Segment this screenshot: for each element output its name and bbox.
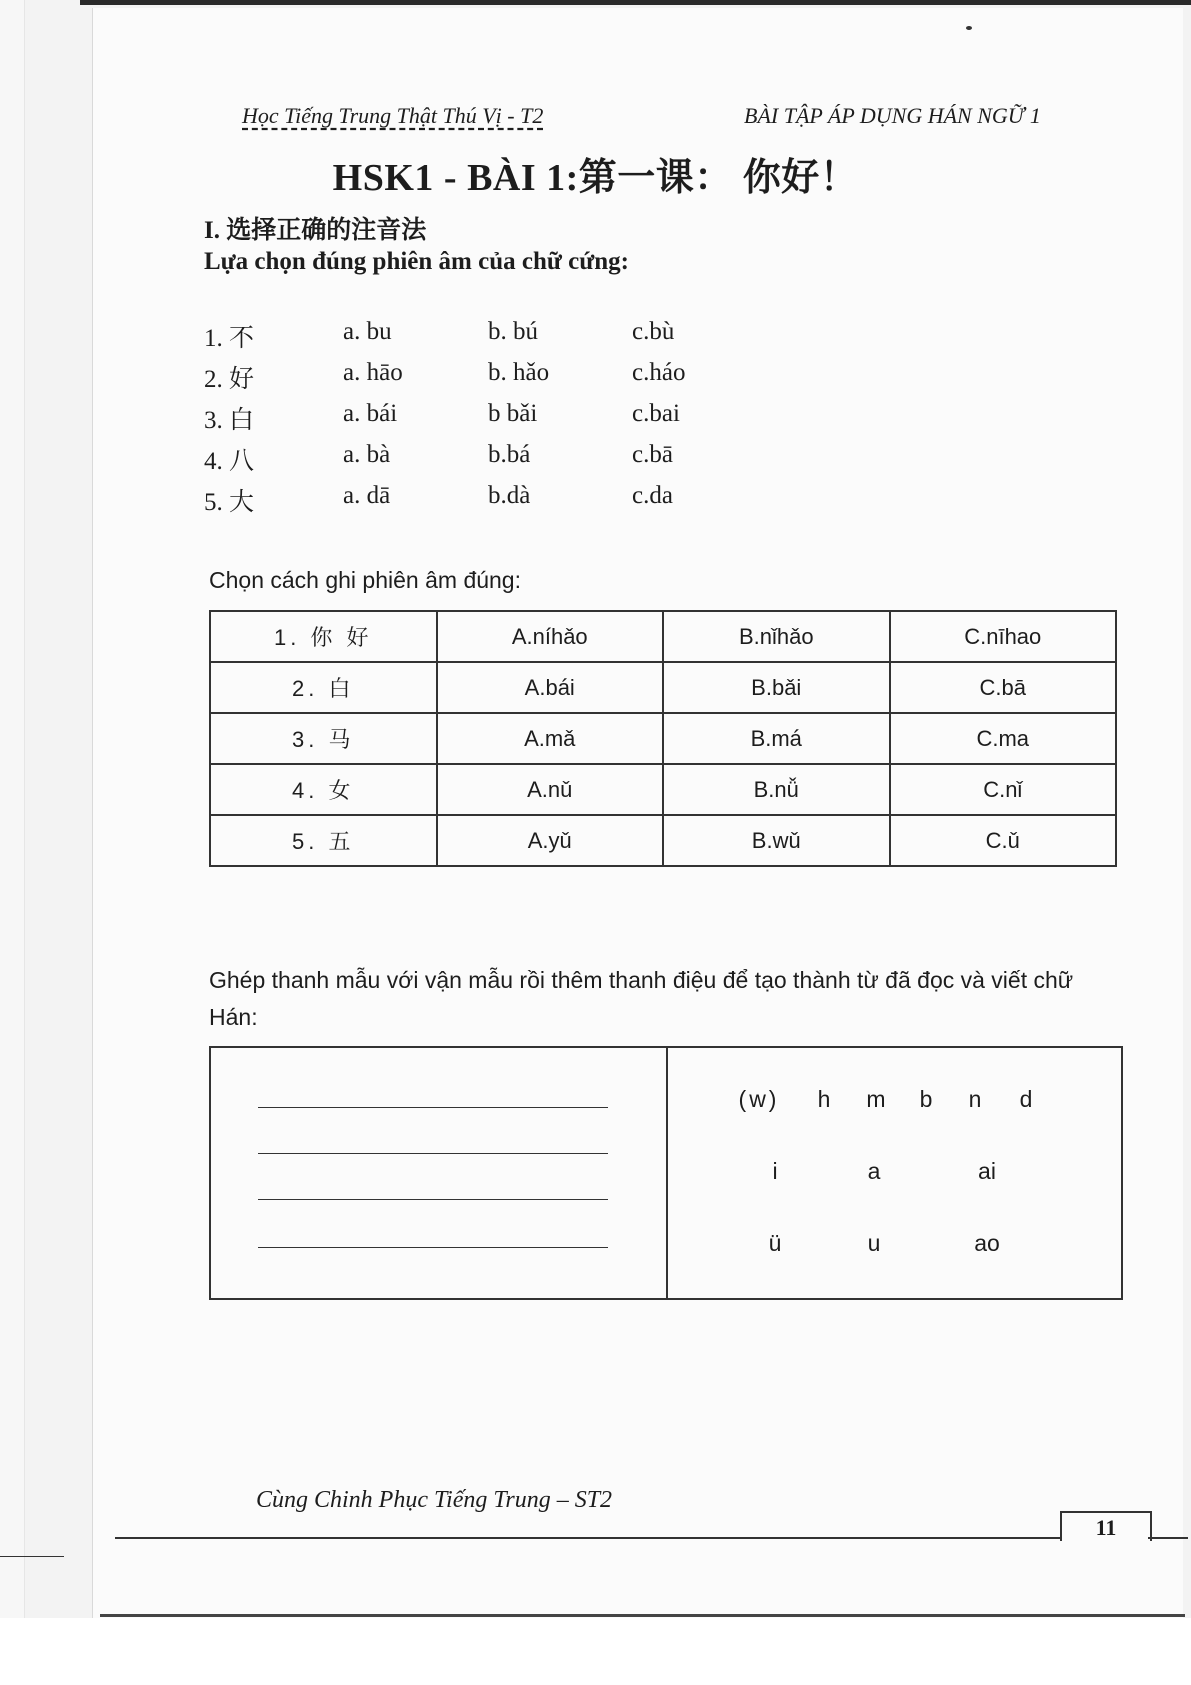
table-row — [210, 611, 1116, 662]
mc-question: 2. 好 — [204, 366, 255, 393]
matching-exercise-box — [209, 1046, 1123, 1300]
answer-line — [258, 1247, 608, 1248]
initial-letter: h — [817, 1086, 831, 1112]
header-right: BÀI TẬP ÁP DỤNG HÁN NGỮ 1 — [744, 103, 1041, 128]
table-cell-question: 1. 你 好 — [210, 611, 437, 662]
final-letter: a — [867, 1158, 881, 1184]
mc-option-b: b. bú — [488, 318, 538, 345]
scan-speck — [966, 26, 972, 30]
table-row — [210, 662, 1116, 713]
page-number: 11 — [1060, 1511, 1152, 1541]
mc-question: 3. 白 — [204, 407, 255, 434]
mc-question: 1. 不 — [204, 325, 255, 352]
table-cell-option-c: C.bā — [890, 662, 1117, 713]
mc-option-c: c.háo — [632, 359, 686, 386]
page-title: HSK1 - BÀI 1:第一课： 你好！ — [332, 157, 859, 199]
mc-option-a: a. hāo — [343, 359, 403, 386]
section-subheading: Lựa chọn đúng phiên âm của chữ cứng: — [204, 248, 629, 275]
mc-option-b: b bǎi — [488, 400, 538, 427]
answer-line — [258, 1199, 608, 1200]
initial-letter: m — [866, 1086, 886, 1112]
mc-option-c: c.bā — [632, 441, 673, 468]
pinyin-choice-table — [209, 610, 1117, 867]
initial-letter: (w) — [738, 1086, 780, 1112]
table-cell-option-a: A.mǎ — [437, 713, 664, 764]
table-cell-option-b: B.nǐhǎo — [663, 611, 890, 662]
final-letter: ü — [768, 1230, 782, 1256]
table-cell-option-a: A.nǔ — [437, 764, 664, 815]
mc-option-c: c.da — [632, 482, 673, 509]
table-cell-option-a: A.bái — [437, 662, 664, 713]
mc-option-b: b.dà — [488, 482, 531, 509]
final-letter: u — [867, 1230, 881, 1256]
table-cell-option-c: C.nǐ — [890, 764, 1117, 815]
table-cell-option-c: C.nīhao — [890, 611, 1117, 662]
table-cell-option-a: A.níhǎo — [437, 611, 664, 662]
table-row — [210, 815, 1116, 866]
table-cell-question: 4. 女 — [210, 764, 437, 815]
table-cell-question: 2. 白 — [210, 662, 437, 713]
mc-question: 4. 八 — [204, 448, 255, 475]
table-row — [210, 764, 1116, 815]
mc-option-a: a. bà — [343, 441, 391, 468]
matching-instruction: Ghép thanh mẫu với vận mẫu rồi thêm thanh điệu để tạo thành từ đã đọc và viết chữ Hán: — [209, 967, 1074, 1030]
table-row — [210, 713, 1116, 764]
table-cell-option-c: C.ǔ — [890, 815, 1117, 866]
mc-option-a: a. dā — [343, 482, 391, 509]
table-cell-option-b: B.wǔ — [663, 815, 890, 866]
final-letter: i — [772, 1158, 778, 1184]
table-instruction: Chọn cách ghi phiên âm đúng: — [209, 567, 521, 593]
scan-mark — [0, 1556, 64, 1557]
table-cell-option-b: B.bǎi — [663, 662, 890, 713]
mc-option-a: a. bái — [343, 400, 398, 427]
table-cell-option-b: B.nǚ — [663, 764, 890, 815]
scan-bottom-margin — [0, 1618, 1191, 1685]
footer-text: Cùng Chinh Phục Tiếng Trung – ST2 — [256, 1487, 613, 1513]
mc-question: 5. 大 — [204, 489, 255, 516]
answer-line — [258, 1107, 608, 1108]
mc-option-b: b.bá — [488, 441, 531, 468]
box-divider — [666, 1048, 668, 1298]
table-cell-option-c: C.ma — [890, 713, 1117, 764]
header-left: Học Tiếng Trung Thật Thú Vị - T2 — [242, 103, 544, 128]
mc-option-a: a. bu — [343, 318, 392, 345]
table-cell-question: 3. 马 — [210, 713, 437, 764]
answer-line — [258, 1153, 608, 1154]
footer-rule — [115, 1537, 1060, 1539]
initial-letter: b — [919, 1086, 933, 1112]
table-cell-option-b: B.má — [663, 713, 890, 764]
final-letter: ao — [974, 1230, 1000, 1256]
table-cell-question: 5. 五 — [210, 815, 437, 866]
table-cell-option-a: A.yǔ — [437, 815, 664, 866]
scan-bottom-edge — [100, 1614, 1185, 1617]
final-letter: ai — [978, 1158, 996, 1184]
scan-left-strip — [0, 0, 25, 1618]
mc-option-c: c.bù — [632, 318, 675, 345]
footer-rule-tail — [1148, 1537, 1188, 1539]
initial-letter: d — [1019, 1086, 1033, 1112]
mc-option-c: c.bai — [632, 400, 680, 427]
initial-letter: n — [968, 1086, 982, 1112]
scan-top-edge — [80, 0, 1191, 5]
mc-option-b: b. hǎo — [488, 359, 550, 386]
section-heading: I. 选择正确的注音法 — [204, 217, 427, 244]
